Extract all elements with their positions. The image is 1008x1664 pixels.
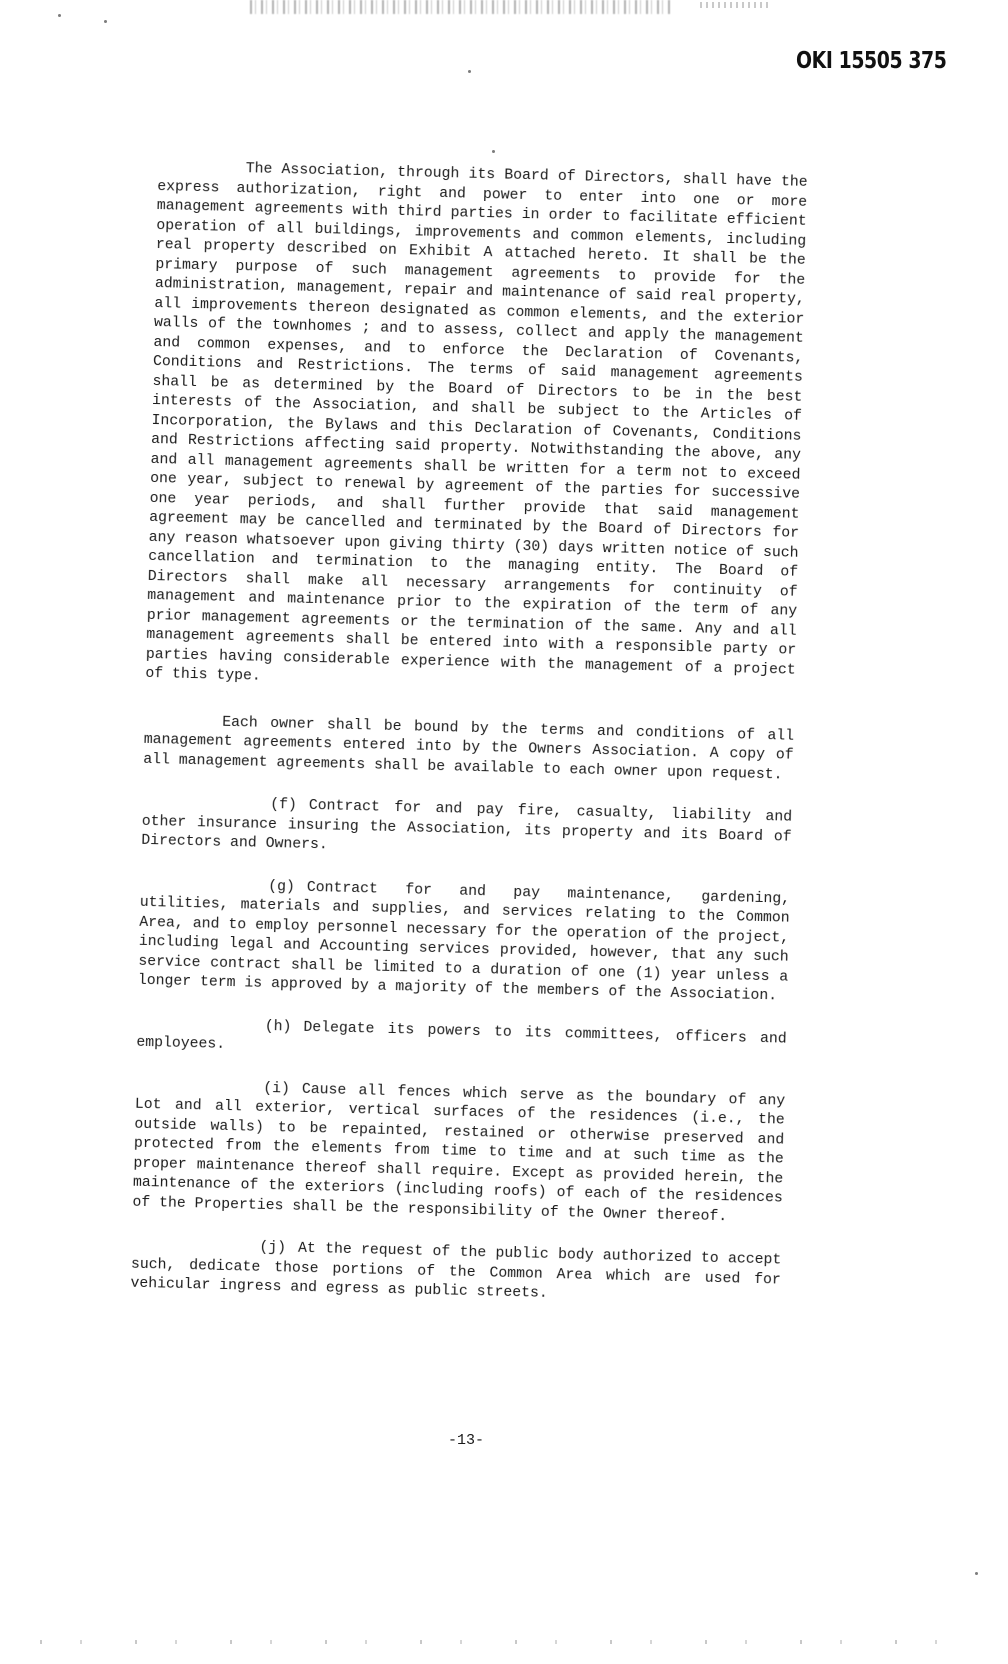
item-j: [130, 1236, 781, 1310]
paragraph-owner-agreements: Each owner shall be bound by the terms and conditions of all management agreements entered into by the Owners Association. A copy of all management agreements shall be available to each owner upon request.: [143, 714, 795, 783]
item-label: (i): [263, 1080, 291, 1097]
scan-speck: [492, 150, 495, 153]
body-text: [130, 158, 808, 1310]
scan-speck: [58, 14, 61, 17]
item-text: Delegate its powers to its committees, officers and employees.: [136, 1019, 787, 1053]
scan-noise: [700, 2, 770, 8]
item-f: [141, 793, 792, 867]
page-number: -13-: [448, 1432, 485, 1449]
scan-speck: [104, 20, 107, 23]
item-text: Contract for and pay fire, casualty, liability and other insurance insuring the Association, its property and its Board of Directors and Owners.: [141, 797, 793, 854]
scan-speck: [975, 1572, 978, 1575]
item-label: (j): [259, 1239, 287, 1257]
scan-noise: [250, 0, 670, 14]
item-text: At the request of the public body authorized to accept such, dedicate those portions of the Common Area which are used for vehicular ingress and egress as public streets.: [130, 1240, 782, 1302]
item-i: [132, 1076, 785, 1228]
item-label: (f): [270, 796, 298, 814]
scan-speck: [468, 70, 471, 73]
item-label: (g): [268, 878, 296, 896]
item-label: (h): [264, 1018, 292, 1036]
item-text: Contract for and pay maintenance, gardening, utilities, materials and supplies, and services relating to the Common Area, and to employ personnel necessary for the operation of the project, including legal and Accounting services provided, however, that any such service contract shall be limited to a duration of one (1) year unless a longer term is approved by a majority of the members of the Association.: [137, 879, 791, 1005]
item-text: Cause all fences which serve as the boundary of any Lot and all exterior, vertical surfaces of the residences (i.e., the outside walls) to be repainted, restained or otherwise preserved and protected from the elements from time to time and at such time as the proper maintenance thereof shall require. Except as provided herein, the maintenance of the exteriors (including roofs) of each of the residences of the Properties shall be the responsibility of the Owner thereof.: [132, 1081, 786, 1225]
paragraph-management: The Association, through its Board of Directors, shall have the express authorization, right and power to enter into one or more management agreements with third parties in order to facilitate efficient operation of all buildings, improvements and common elements, including real property described on Exhibit A attached hereto. It shall be the primary purpose of such management agreements to provide for the administration, management, repair and maintenance of said real property, all improvements thereon designated as common elements, and the exterior walls of the townhomes ; and to assess, collect and apply the management and common expenses, and to enforce the Declaration of Covenants, Conditions and Restrictions. The terms of said management agreements shall be as determined by the Board of Directors to be in the best interests of the Association, and shall be subject to the Articles of Incorporation, the Bylaws and this Declaration of Covenants, Conditions and Restrictions affecting said property. Notwithstanding the above, any and all management agreements shall be written for a term not to exceed one year, subject to renewal by agreement of the parties for successive one year periods, and shall further provide that said management agreement may be cancelled and terminated by the Board of Directors for any reason whatsoever upon giving thirty (30) days written notice of such cancellation and termination to the managing entity. The Board of Directors shall make all necessary arrangements for continuity of management and maintenance prior to the expiration of the term of any prior management agreements or the termination of the same. Any and all management agreements shall be entered into with a responsible party or parties having considerable experience with the management of a project of this type.: [145, 161, 808, 685]
item-h: [136, 1014, 787, 1069]
scan-noise: [40, 1640, 940, 1644]
document-number: OKI 15505 375: [795, 48, 946, 74]
item-g: [138, 874, 791, 1007]
